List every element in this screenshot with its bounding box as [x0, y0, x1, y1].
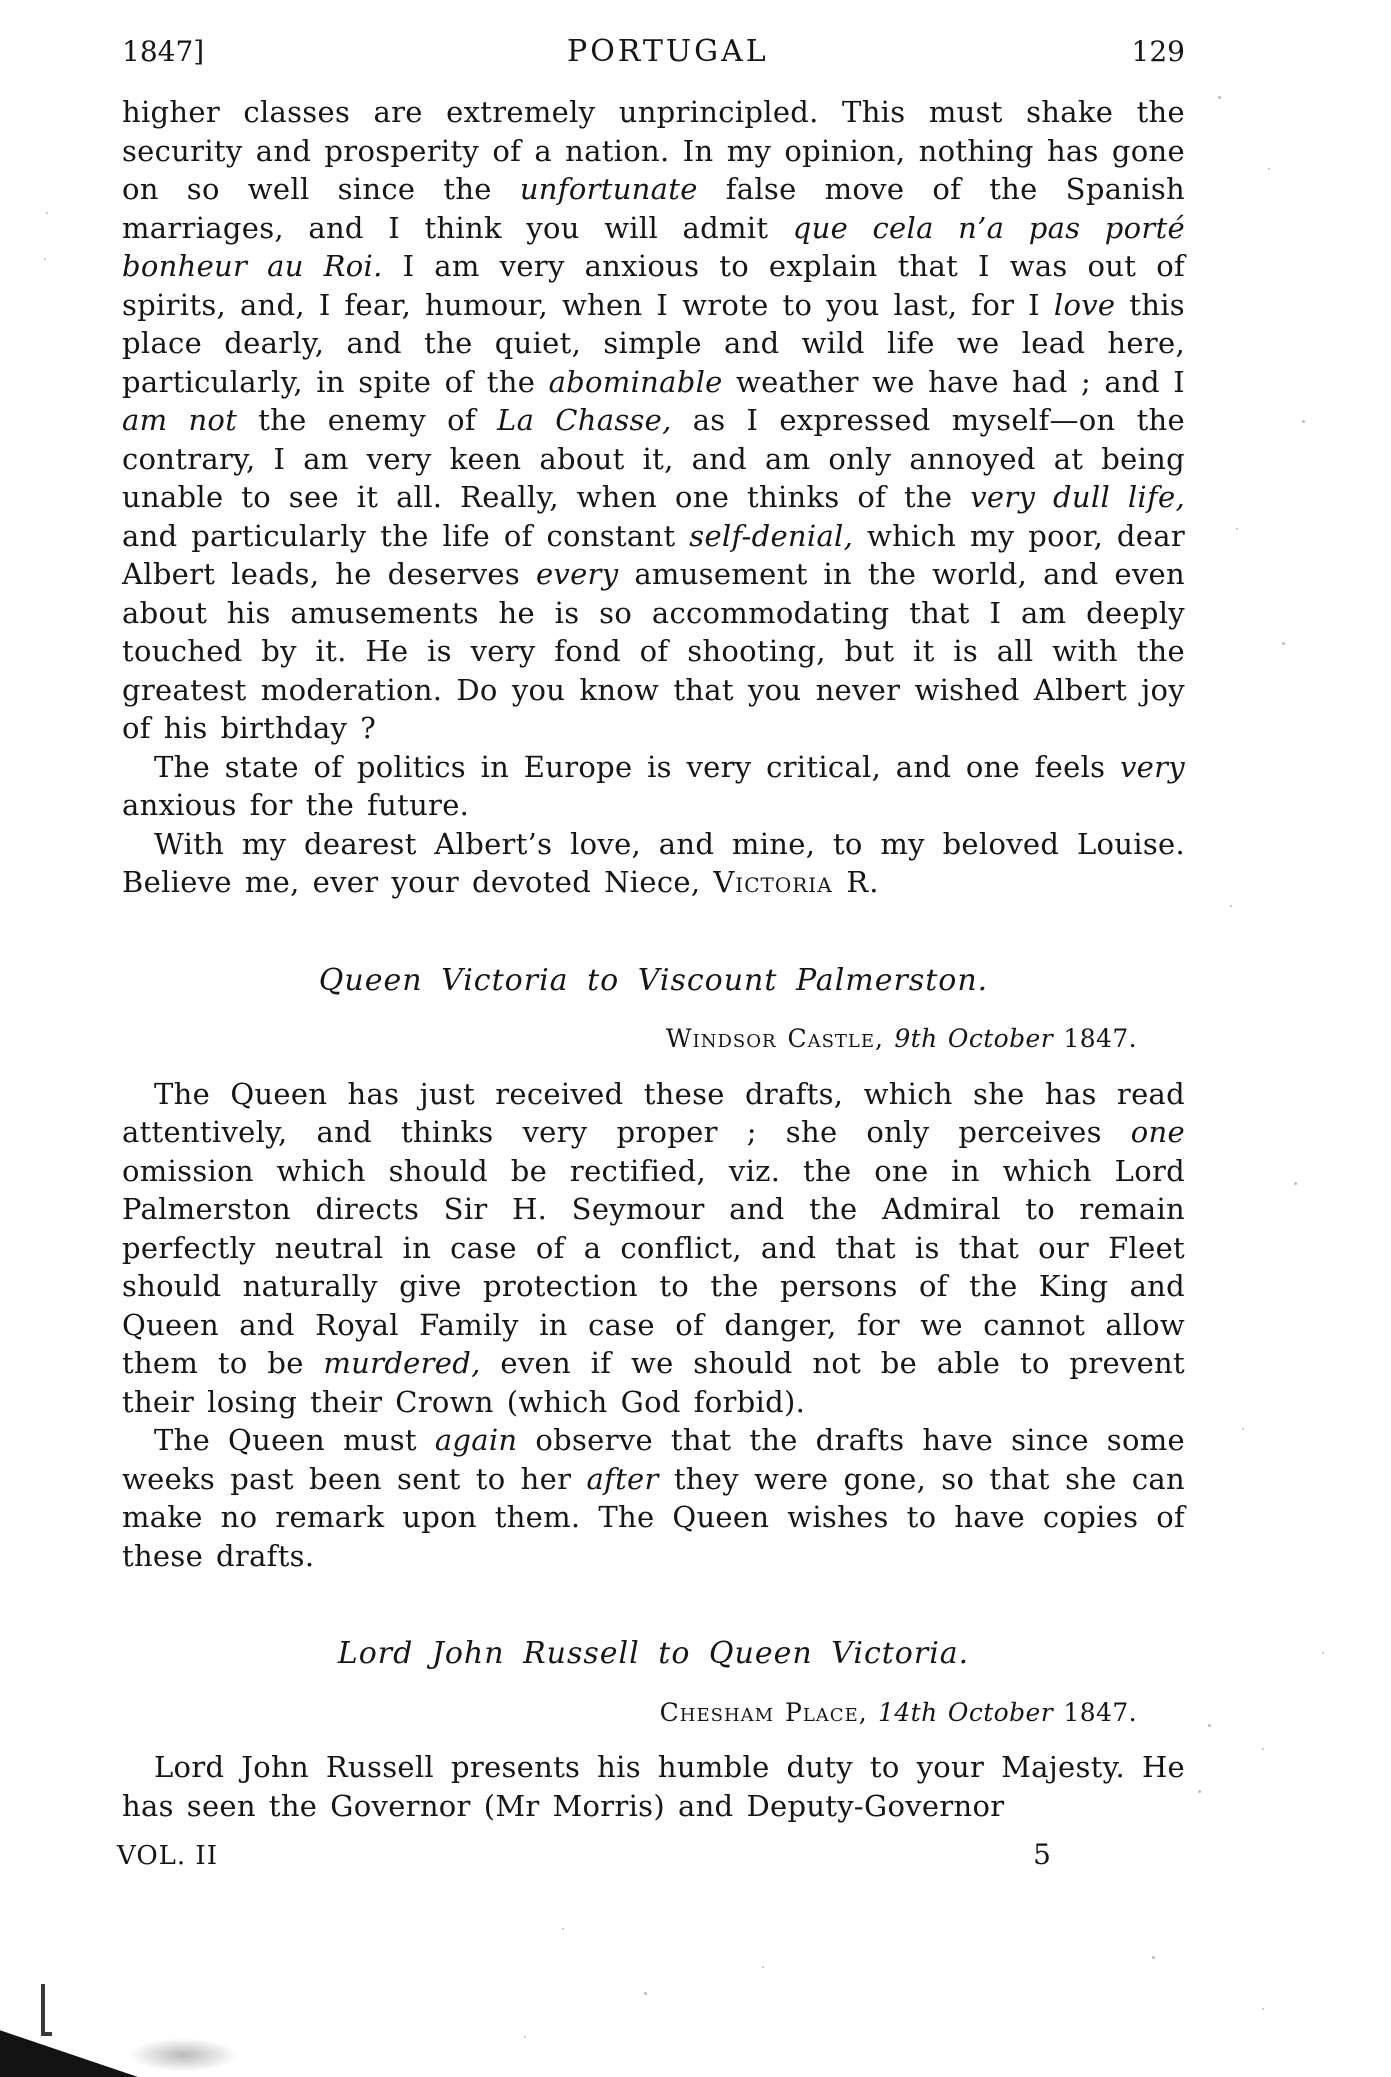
scan-margin-mark [41, 1984, 45, 2032]
text-segment: higher classes are extremely unprincipled. This must shake the security and prosperity of a nation. In my opinion, nothing has gone on so well since the [122, 95, 1185, 206]
paragraph-signoff [122, 825, 1185, 902]
text-segment: anxious for the future. [122, 788, 470, 822]
scan-speck [1230, 905, 1232, 907]
text-segment: love [1053, 287, 1116, 322]
text-segment: With my dearest Albert’s love, and mine, to my beloved Louise. Believe me, ever your devoted Niece, [122, 826, 1185, 899]
text-segment: as I expressed myself—on the contrary, I am very keen about it, and am only annoyed at being unable to see it all. Really, when one thinks of the [122, 403, 1185, 514]
text-segment: Victoria R. [713, 865, 880, 899]
scan-corner-wedge [0, 2020, 138, 2077]
paragraph-victoria-letter-continuation [122, 93, 1185, 748]
scan-speck [1262, 1748, 1264, 1750]
paragraph-politics-in-europe [122, 748, 1185, 825]
scan-corner-smudge [128, 2038, 238, 2072]
text-segment: que cela n’a pas porté bonheur au Roi. [122, 210, 1186, 283]
footer-signature-number: 5 [1033, 1838, 1052, 1871]
text-segment: Lord John Russell presents his humble duty to your Majesty. He has seen the Governor (Mr Morris) and Deputy-Governor [122, 1750, 1185, 1823]
scan-speck [1218, 96, 1221, 99]
text-segment: Lord John Russell to Queen Victoria. [337, 1636, 970, 1671]
page-body [122, 93, 1185, 1825]
scan-speck [1282, 642, 1285, 645]
text-segment: am not [122, 403, 238, 437]
text-segment: omission which should be rectified, viz. the one in which Lord Palmerston directs Sir H. Seymour and the Admiral to remain perfectly neutral in case of a conflict, and that is that our Fleet should naturally give protection to the persons of the King and Queen and Royal Family in case of danger, for we cannot allow them to be [122, 1153, 1185, 1380]
scan-speck [562, 1928, 564, 1930]
paragraph-russell-letter [122, 1748, 1185, 1825]
text-segment: 9th October [883, 1024, 1054, 1053]
text-segment: again [434, 1423, 518, 1457]
scan-speck [1322, 1652, 1324, 1654]
scan-speck [1268, 168, 1270, 170]
text-segment: Queen Victoria to Viscount Palmerston. [318, 962, 989, 998]
footer-volume-label: VOL. II [117, 1841, 218, 1871]
header-year: 1847] [122, 35, 205, 68]
header-chapter-title: PORTUGAL [567, 34, 769, 69]
scan-speck [524, 2036, 526, 2038]
text-segment: 14th October [867, 1697, 1054, 1727]
scan-speck [46, 212, 48, 214]
text-segment: The Queen has just received these drafts, which she has read attentively, and thinks very proper ; she only perceives [122, 1076, 1185, 1149]
scan-speck [1242, 1428, 1244, 1430]
text-segment: amusement in the world, and even about his amusements he is so accommodating that I am deeply touched by it. He is very fond of shooting, but it is all with the greatest moderation. Do you know that you never wished Albert joy of his birthday ? [122, 557, 1185, 745]
text-segment: they were gone, so that she can make no remark upon them. The Queen wishes to have copies of these drafts. [122, 1461, 1185, 1573]
text-segment: observe that the drafts have since some weeks past been sent to her [122, 1423, 1185, 1496]
scan-speck [1294, 1182, 1297, 1185]
text-segment: Windsor Castle, [665, 1024, 884, 1053]
header-page-number: 129 [1131, 35, 1185, 68]
text-segment: The Queen must [154, 1423, 435, 1457]
scan-speck [1302, 420, 1305, 423]
text-segment: this place dearly, and the quiet, simple and wild life we lead here, particularly, in spite of the [122, 287, 1185, 399]
text-segment: one [1130, 1115, 1185, 1149]
dateline-windsor-castle [122, 1020, 1137, 1059]
dateline-chesham-place [122, 1694, 1137, 1733]
text-segment: 1847. [1053, 1697, 1137, 1727]
text-segment: which my poor, dear Albert leads, he deserves [122, 518, 1185, 591]
page-footer [117, 1838, 1180, 1871]
paragraph-queen-again-observe [122, 1421, 1185, 1575]
scan-speck [1208, 1724, 1211, 1727]
text-segment: every [535, 557, 619, 591]
text-segment: even if we should not be able to prevent their losing their Crown (which God forbid). [122, 1346, 1185, 1419]
text-segment: very dull life, [970, 480, 1186, 514]
text-segment: and particularly the life of constant [122, 518, 690, 553]
text-segment: self-denial, [689, 518, 854, 553]
text-segment: The state of politics in Europe is very critical, and one feels [154, 749, 1120, 784]
scan-speck [762, 1966, 764, 1968]
text-column [122, 34, 1185, 1825]
text-segment: unfortunate [519, 172, 698, 206]
scan-speck [644, 1992, 647, 1995]
text-segment: weather we have had ; and I [722, 364, 1185, 399]
text-segment: false move of the Spanish marriages, and I think you will admit [122, 172, 1185, 245]
text-segment: 1847. [1053, 1024, 1137, 1053]
text-segment: the enemy of [237, 403, 498, 437]
running-header [122, 34, 1185, 69]
letter-heading-russell [122, 1635, 1185, 1674]
text-segment: La Chasse, [497, 403, 672, 437]
text-segment: murdered, [323, 1346, 481, 1380]
scan-speck [1262, 2008, 1264, 2010]
text-segment: Chesham Place, [659, 1697, 868, 1727]
scan-speck [1236, 528, 1238, 530]
paragraph-queen-drafts [122, 1075, 1185, 1422]
text-segment: very [1120, 749, 1185, 784]
scan-speck [1198, 1790, 1201, 1793]
text-segment: after [586, 1461, 659, 1496]
letter-heading-palmerston [122, 962, 1185, 1001]
text-segment: abominable [548, 364, 723, 399]
text-segment: I am very anxious to explain that I was out of spirits, and, I fear, humour, when I wrote to you last, for I [122, 249, 1185, 322]
scan-speck [44, 258, 46, 260]
scan-speck [1152, 1956, 1155, 1959]
